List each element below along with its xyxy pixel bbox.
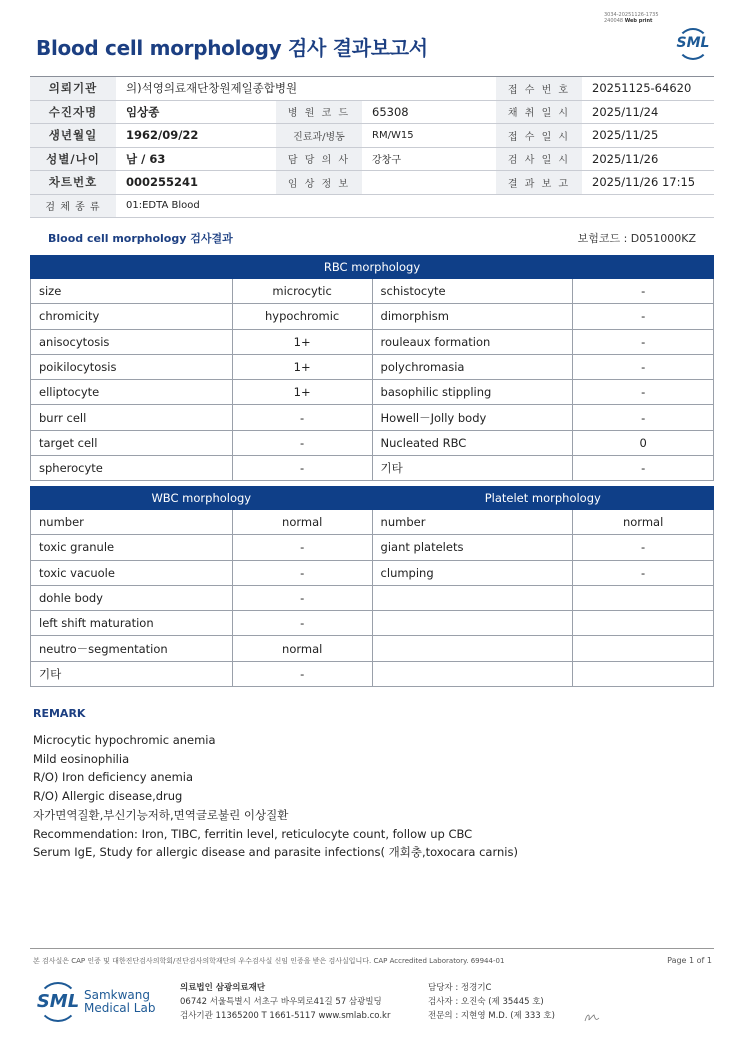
- info-label: 담 당 의 사: [276, 147, 362, 171]
- item-result: -: [573, 535, 714, 560]
- item-result: 1+: [232, 329, 372, 354]
- sml-logo: SML: [673, 26, 713, 62]
- item-result: -: [573, 456, 714, 481]
- wbc-platelet-row: [31, 661, 714, 686]
- item-name: size: [31, 279, 233, 304]
- item-name: giant platelets: [372, 535, 573, 560]
- item-name: polychromasia: [372, 354, 573, 379]
- item-result: 0: [573, 430, 714, 455]
- item-result: [573, 611, 714, 636]
- item-result: -: [232, 430, 372, 455]
- info-label: 성별/나이: [30, 147, 116, 171]
- item-result: -: [232, 560, 372, 585]
- info-value: 1962/09/22: [116, 124, 276, 148]
- wbc-platelet-row: [31, 510, 714, 535]
- info-value: 000255241: [116, 171, 276, 195]
- item-result: normal: [232, 636, 372, 661]
- item-name: chromicity: [31, 304, 233, 329]
- item-name: anisocytosis: [31, 329, 233, 354]
- remark-line: Microcytic hypochromic anemia: [33, 733, 216, 747]
- info-label: 임 상 정 보: [276, 171, 362, 195]
- info-label: 생년월일: [30, 124, 116, 148]
- rbc-header: RBC morphology: [31, 256, 714, 279]
- item-result: -: [573, 304, 714, 329]
- rbc-row: [31, 430, 714, 455]
- info-value: 20251125-64620: [582, 77, 714, 101]
- item-result: -: [573, 329, 714, 354]
- wbc-platelet-row: [31, 611, 714, 636]
- info-value: 의)석영의료재단창원제일종합병원: [116, 77, 496, 101]
- signature-icon: [583, 1010, 601, 1024]
- item-name: left shift maturation: [31, 611, 233, 636]
- item-result: -: [573, 560, 714, 585]
- info-label: 차트번호: [30, 171, 116, 195]
- remark-line: Serum IgE, Study for allergic disease and parasite infections( 개회충,toxocara carnis): [33, 845, 518, 860]
- item-name: neutro－segmentation: [31, 636, 233, 661]
- info-label: 수진자명: [30, 100, 116, 124]
- item-name: basophilic stippling: [372, 380, 573, 405]
- info-row: [30, 100, 714, 124]
- info-label: 검 사 일 시: [496, 147, 582, 171]
- rbc-row: [31, 279, 714, 304]
- document-code: 3034-20251126-1735 240048 Web print: [604, 12, 659, 24]
- item-name: spherocyte: [31, 456, 233, 481]
- item-name: burr cell: [31, 405, 233, 430]
- remark-line: Mild eosinophilia: [33, 751, 130, 766]
- wbc-platelet-row: [31, 535, 714, 560]
- info-row: [30, 147, 714, 171]
- wbc-platelet-table: [30, 486, 714, 687]
- info-label: 병 원 코 드: [276, 100, 362, 124]
- rbc-row: [31, 456, 714, 481]
- item-result: normal: [232, 510, 372, 535]
- info-value: 65308: [362, 100, 496, 124]
- item-result: -: [573, 380, 714, 405]
- org-address: 의료법인 삼광의료재단 06742 서울특별시 서초구 바우뫼로41길 57 삼광빌딩 검사기관 11365200 T 1661-5117 www.smlab.co.kr: [180, 983, 391, 1021]
- item-name: number: [372, 510, 573, 535]
- info-value: 2025/11/24: [582, 100, 714, 124]
- item-name: dimorphism: [372, 304, 573, 329]
- remark-line: 자가면역질환,부신기능저하,면역글로불린 이상질환: [33, 807, 289, 822]
- item-name: target cell: [31, 430, 233, 455]
- staff-list: 담당자 : 정경기C 검사자 : 오진숙 (제 35445 호) 전문의 : 지현영 M.D. (제 333 호): [428, 983, 555, 1021]
- sml-logo-bottom: SML: [36, 982, 80, 1022]
- item-name: 기타: [372, 456, 573, 481]
- item-name: Howell－Jolly body: [372, 405, 573, 430]
- rbc-row: [31, 380, 714, 405]
- item-name: clumping: [372, 560, 573, 585]
- item-name: schistocyte: [372, 279, 573, 304]
- remark-line: R/O) Allergic disease,drug: [33, 789, 183, 804]
- remark-text: [33, 731, 518, 862]
- accreditation-note: 본 검사실은 CAP 인증 및 대한진단검사의학회/진단검사의학재단의 우수검사실 신임 인증을 받은 검사실입니다. CAP Accredited Laboratory. 69944-01: [33, 957, 505, 965]
- info-label: 진료과/병동: [276, 124, 362, 148]
- wbc-platelet-row: [31, 636, 714, 661]
- item-result: hypochromic: [232, 304, 372, 329]
- info-label: 의뢰기관: [30, 77, 116, 101]
- item-result: -: [573, 354, 714, 379]
- info-value: 2025/11/26: [582, 147, 714, 171]
- rbc-row: [31, 405, 714, 430]
- item-result: -: [232, 661, 372, 686]
- wbc-platelet-row: [31, 560, 714, 585]
- item-name: number: [31, 510, 233, 535]
- item-result: 1+: [232, 380, 372, 405]
- info-value: 강창구: [362, 147, 496, 171]
- info-row: [30, 124, 714, 148]
- wbc-header: WBC morphology: [31, 487, 373, 510]
- item-name: [372, 636, 573, 661]
- info-row: [30, 171, 714, 195]
- item-result: normal: [573, 510, 714, 535]
- patient-info-table: [30, 76, 714, 218]
- item-name: toxic granule: [31, 535, 233, 560]
- info-label: 검 체 종 류: [30, 194, 116, 218]
- item-result: -: [232, 405, 372, 430]
- item-result: microcytic: [232, 279, 372, 304]
- rbc-row: [31, 354, 714, 379]
- rbc-morphology-table: [30, 255, 714, 481]
- info-label: 접 수 번 호: [496, 77, 582, 101]
- item-result: -: [232, 456, 372, 481]
- item-result: [573, 661, 714, 686]
- item-name: elliptocyte: [31, 380, 233, 405]
- insurance-code: 보험코드 : D051000KZ: [577, 232, 696, 245]
- item-name: [372, 661, 573, 686]
- section-title: Blood cell morphology 검사결과: [48, 232, 233, 245]
- item-result: -: [232, 535, 372, 560]
- brand-name: Samkwang Medical Lab: [84, 988, 156, 1015]
- info-label: 결 과 보 고: [496, 171, 582, 195]
- item-name: toxic vacuole: [31, 560, 233, 585]
- remark-line: R/O) Iron deficiency anemia: [33, 770, 194, 785]
- info-row: [30, 77, 714, 101]
- item-name: dohle body: [31, 585, 233, 610]
- wbc-platelet-row: [31, 585, 714, 610]
- item-name: 기타: [31, 661, 233, 686]
- rbc-row: [31, 329, 714, 354]
- item-result: [573, 636, 714, 661]
- item-name: rouleaux formation: [372, 329, 573, 354]
- platelet-header: Platelet morphology: [372, 487, 713, 510]
- item-result: -: [232, 585, 372, 610]
- item-result: -: [573, 405, 714, 430]
- item-result: [573, 585, 714, 610]
- web-print-label: Web print: [624, 18, 653, 24]
- info-value: 남 / 63: [116, 147, 276, 171]
- item-name: [372, 585, 573, 610]
- item-result: 1+: [232, 354, 372, 379]
- footer-divider: [30, 948, 714, 949]
- info-label: 채 취 일 시: [496, 100, 582, 124]
- item-result: -: [232, 611, 372, 636]
- info-value: 2025/11/26 17:15: [582, 171, 714, 195]
- item-name: poikilocytosis: [31, 354, 233, 379]
- info-value: 01:EDTA Blood: [116, 194, 714, 218]
- remark-title: REMARK: [33, 707, 86, 720]
- page-number: Page 1 of 1: [667, 956, 712, 965]
- item-name: Nucleated RBC: [372, 430, 573, 455]
- rbc-row: [31, 304, 714, 329]
- item-name: [372, 611, 573, 636]
- info-label: 접 수 일 시: [496, 124, 582, 148]
- remark-line: Recommendation: Iron, TIBC, ferritin level, reticulocyte count, follow up CBC: [33, 826, 473, 841]
- info-value: RM/W15: [362, 124, 496, 148]
- info-row: [30, 194, 714, 218]
- info-value: 2025/11/25: [582, 124, 714, 148]
- info-value: [362, 171, 496, 195]
- info-value: 임상종: [116, 100, 276, 124]
- page-title: Blood cell morphology 검사 결과보고서: [36, 36, 428, 60]
- item-result: -: [573, 279, 714, 304]
